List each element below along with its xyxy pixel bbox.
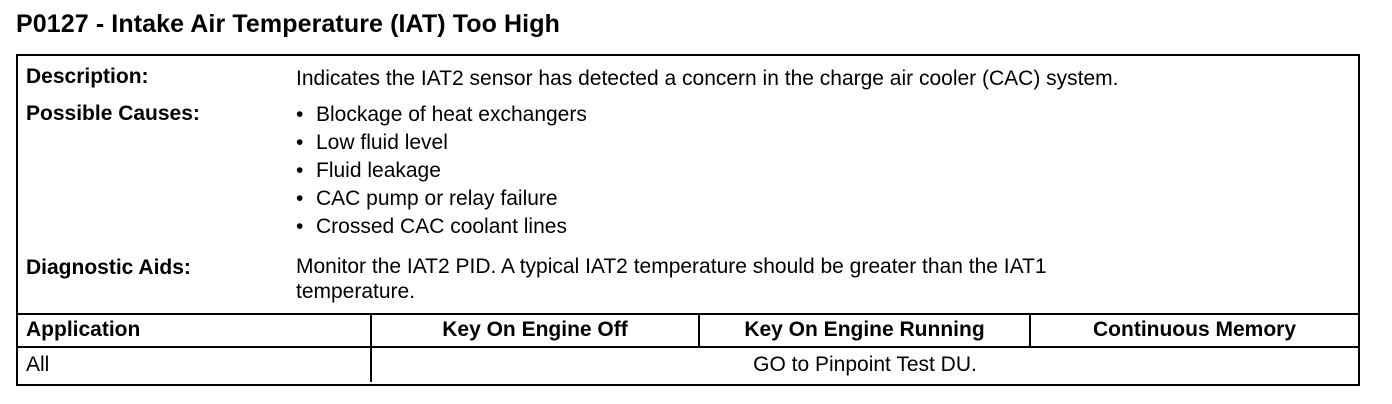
description-text: Indicates the IAT2 sensor has detected a concern in the charge air cooler (CAC) system. xyxy=(296,67,1119,90)
bullet: • xyxy=(296,187,304,210)
cause-text: Crossed CAC coolant lines xyxy=(316,215,567,238)
cause-text: Fluid leakage xyxy=(316,159,441,182)
description-label: Description: xyxy=(26,65,149,88)
bullet: • xyxy=(296,103,304,126)
possible-causes-label: Possible Causes: xyxy=(26,102,200,125)
diagnostic-aids-line: Monitor the IAT2 PID. A typical IAT2 temperature should be greater than the IAT1 xyxy=(296,255,1047,278)
cause-text: Low fluid level xyxy=(316,131,448,154)
diagnostic-aids-line: temperature. xyxy=(296,280,416,303)
cause-text: Blockage of heat exchangers xyxy=(316,103,587,126)
application-grid xyxy=(18,313,1358,384)
header-key-on-engine-running: Key On Engine Running xyxy=(744,318,985,341)
list-item xyxy=(296,213,587,241)
header-key-on-engine-off: Key On Engine Off xyxy=(442,318,628,341)
cell-action: GO to Pinpoint Test DU. xyxy=(753,353,977,376)
bullet: • xyxy=(296,159,304,182)
dtc-table xyxy=(16,54,1360,386)
page-title: P0127 - Intake Air Temperature (IAT) Too High xyxy=(16,10,560,38)
header-continuous-memory: Continuous Memory xyxy=(1093,318,1296,341)
diagnostic-aids-label: Diagnostic Aids: xyxy=(26,256,191,279)
info-section xyxy=(18,56,1358,315)
diagnostic-aids-text xyxy=(296,254,1047,304)
list-item xyxy=(296,129,587,157)
list-item xyxy=(296,185,587,213)
bullet: • xyxy=(296,131,304,154)
bullet: • xyxy=(296,215,304,238)
possible-causes-list xyxy=(296,101,587,241)
cell-application: All xyxy=(26,353,50,376)
list-item xyxy=(296,101,587,129)
cause-text: CAC pump or relay failure xyxy=(316,187,558,210)
header-application: Application xyxy=(26,318,141,341)
list-item xyxy=(296,157,587,185)
